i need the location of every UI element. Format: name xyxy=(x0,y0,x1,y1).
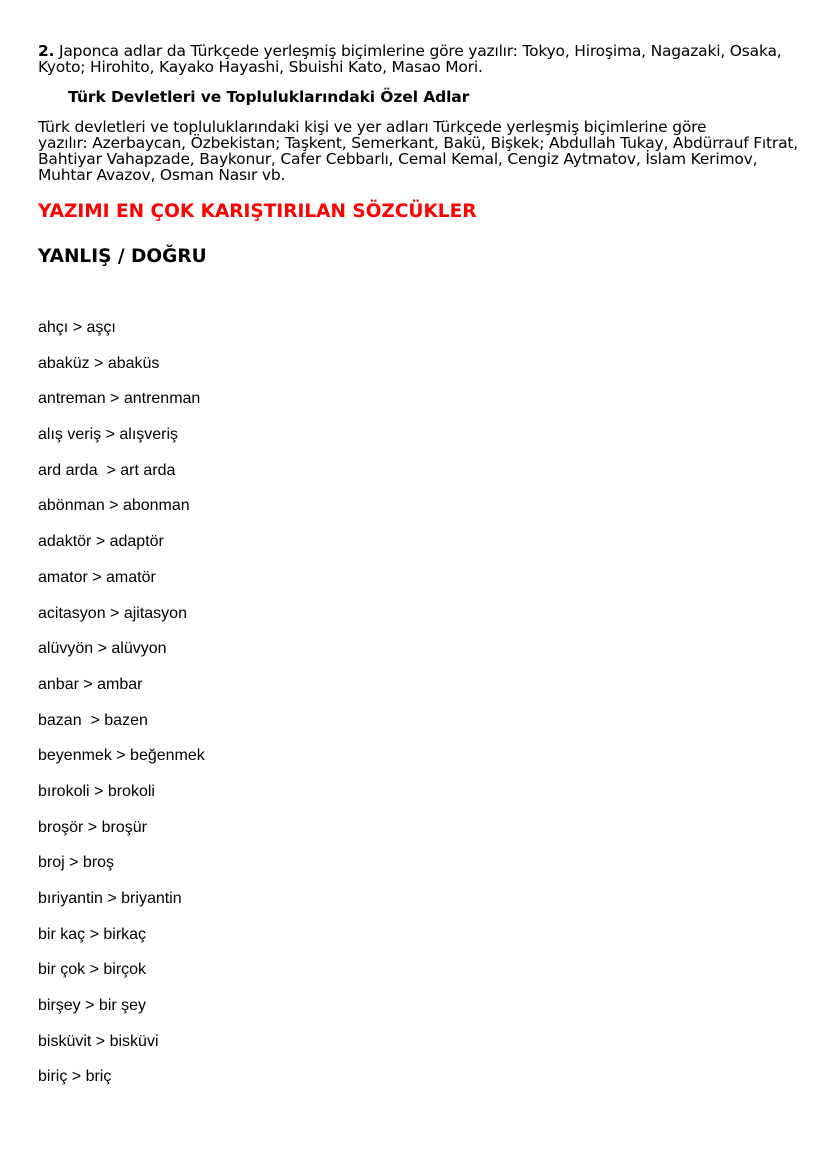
word-item: acitasyon > ajitasyon xyxy=(38,604,187,622)
intro-paragraph xyxy=(38,43,798,75)
word-item: bazan > bazen xyxy=(38,711,148,729)
word-item: antreman > antrenman xyxy=(38,390,201,408)
word-item: broşör > broşür xyxy=(38,818,147,836)
list-subtitle: YANLIŞ / DOĞRU xyxy=(38,246,207,267)
word-item: anbar > ambar xyxy=(38,675,143,693)
word-item: alüvyön > alüvyon xyxy=(38,640,167,658)
word-item: bir çok > birçok xyxy=(38,961,147,979)
word-item: abönman > abonman xyxy=(38,497,190,515)
word-item: broj > broş xyxy=(38,854,115,872)
word-item: ard arda > art arda xyxy=(38,461,176,479)
word-item: amator > amatör xyxy=(38,568,156,586)
word-item: birşey > bir şey xyxy=(38,997,147,1015)
word-item: biriç > briç xyxy=(38,1068,112,1086)
word-item: alış veriş > alışveriş xyxy=(38,426,179,444)
word-item: adaktör > adaptör xyxy=(38,533,164,551)
word-item: ahçı > aşçı xyxy=(38,319,116,336)
section-line: Bahtiyar Vahapzade, Baykonur, Cafer Cebbarlı, Cemal Kemal, Cengiz Aytmatov, İslam Kerimov, xyxy=(38,150,758,168)
section-line: Türk devletleri ve topluluklarındaki kişi ve yer adları Türkçede yerleşmiş biçimlerine göre xyxy=(38,118,707,136)
intro-text: Japonca adlar da Türkçede yerleşmiş biçimlerine göre yazılır: Tokyo, Hiroşima, Nagazaki, Osaka, Kyoto; Hirohito, Kayako Hayashi, Sbuishi Kato, Masao Mori. xyxy=(38,42,782,76)
section-line: Muhtar Avazov, Osman Nasır vb. xyxy=(38,166,286,184)
word-item: bisküvit > bisküvi xyxy=(38,1032,159,1050)
document-page xyxy=(38,43,798,1104)
section-line: yazılır: Azerbaycan, Özbekistan; Taşkent, Semerkant, Bakü, Bişkek; Abdullah Tukay, Abdürrauf Fıtrat, xyxy=(38,134,798,152)
word-item: bıriyantin > briyantin xyxy=(38,890,182,907)
word-item: bırokoli > brokoli xyxy=(38,782,155,800)
word-item: beyenmek > beğenmek xyxy=(38,747,205,765)
section-paragraph xyxy=(38,119,798,183)
section-heading: Türk Devletleri ve Topluluklarındaki Özel Adlar xyxy=(68,88,470,106)
word-item: abaküz > abaküs xyxy=(38,354,160,372)
intro-number: 2. xyxy=(38,42,55,60)
page-title: YAZIMI EN ÇOK KARIŞTIRILAN SÖZCÜKLER xyxy=(38,201,477,222)
word-list xyxy=(38,319,798,1104)
word-item: bir kaç > birkaç xyxy=(38,925,147,943)
